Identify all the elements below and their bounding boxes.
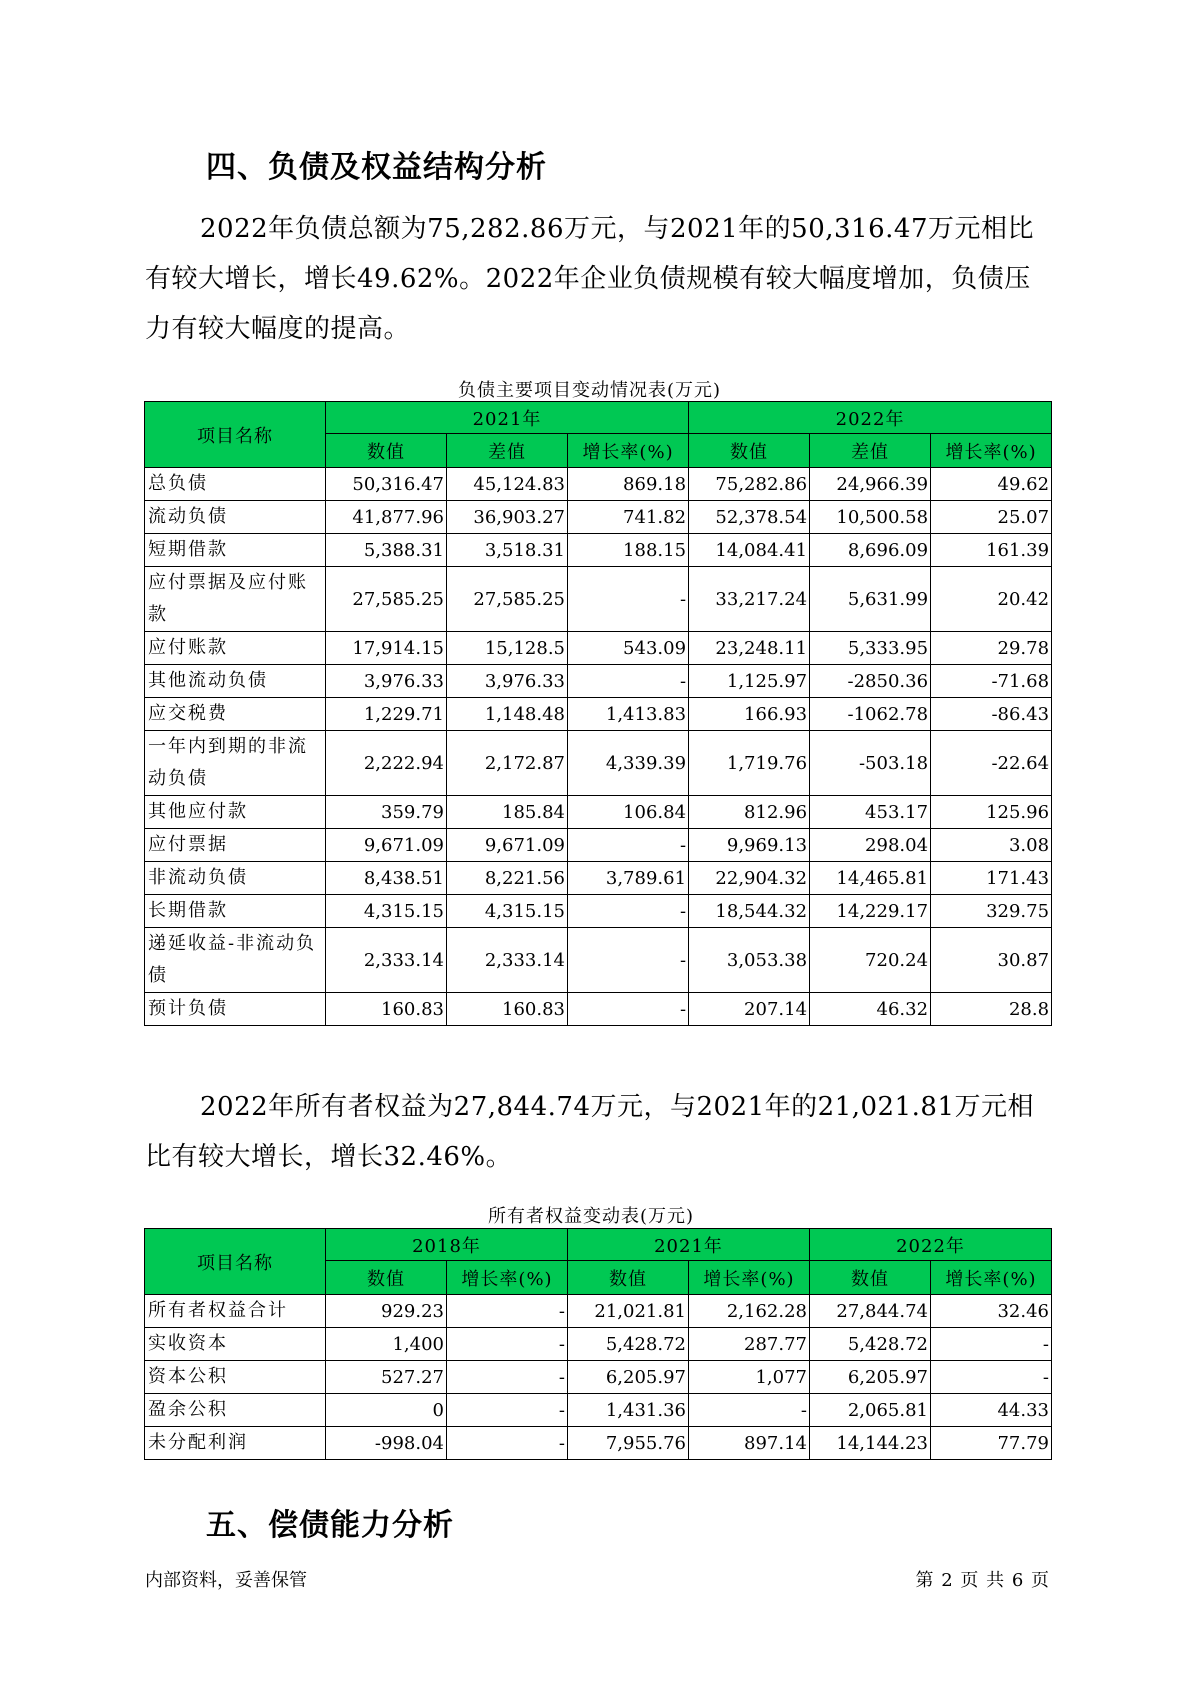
year-header-2022: 2022年 bbox=[810, 1229, 1052, 1261]
value-cell: 75,282.86 bbox=[689, 468, 810, 501]
value-cell: - bbox=[568, 928, 689, 993]
value-cell: - bbox=[931, 1361, 1052, 1394]
value-cell: 161.39 bbox=[931, 534, 1052, 567]
equity-paragraph: 2022年所有者权益为27,844.74万元，与2021年的21,021.81万元相比有较大增长，增长32.46%。 bbox=[145, 1092, 1034, 1172]
row-name-cell: 应付票据 bbox=[145, 829, 326, 862]
value-cell: 185.84 bbox=[447, 796, 568, 829]
year-header-2018: 2018年 bbox=[326, 1229, 568, 1261]
table-row bbox=[145, 632, 1052, 665]
value-cell: 14,465.81 bbox=[810, 862, 931, 895]
value-cell: 5,428.72 bbox=[810, 1328, 931, 1361]
value-cell: 160.83 bbox=[326, 993, 447, 1026]
value-cell: 27,585.25 bbox=[447, 567, 568, 632]
value-cell: 207.14 bbox=[689, 993, 810, 1026]
value-cell: 1,125.97 bbox=[689, 665, 810, 698]
value-cell: 2,065.81 bbox=[810, 1394, 931, 1427]
row-name-cell: 资本公积 bbox=[145, 1361, 326, 1394]
table-row bbox=[145, 665, 1052, 698]
value-cell: 1,719.76 bbox=[689, 731, 810, 796]
value-cell: 741.82 bbox=[568, 501, 689, 534]
value-cell: 4,315.15 bbox=[447, 895, 568, 928]
value-cell: 2,162.28 bbox=[689, 1295, 810, 1328]
value-cell: 49.62 bbox=[931, 468, 1052, 501]
value-column-header: 数值 bbox=[689, 434, 810, 468]
value-cell: 36,903.27 bbox=[447, 501, 568, 534]
table-row bbox=[145, 534, 1052, 567]
value-cell: 6,205.97 bbox=[810, 1361, 931, 1394]
value-cell: -22.64 bbox=[931, 731, 1052, 796]
value-cell: 9,969.13 bbox=[689, 829, 810, 862]
value-cell: 720.24 bbox=[810, 928, 931, 993]
row-name-cell: 一年内到期的非流动负债 bbox=[145, 731, 326, 796]
name-column-header: 项目名称 bbox=[145, 1229, 326, 1295]
value-cell: 17,914.15 bbox=[326, 632, 447, 665]
value-cell: 160.83 bbox=[447, 993, 568, 1026]
value-cell: 2,333.14 bbox=[326, 928, 447, 993]
table-row bbox=[145, 928, 1052, 993]
table-row bbox=[145, 468, 1052, 501]
liabilities-table bbox=[144, 401, 1052, 1026]
value-cell: 22,904.32 bbox=[689, 862, 810, 895]
year-header-2021: 2021年 bbox=[326, 402, 689, 434]
value-cell: 171.43 bbox=[931, 862, 1052, 895]
name-column-header: 项目名称 bbox=[145, 402, 326, 468]
value-cell: 3.08 bbox=[931, 829, 1052, 862]
value-cell: 14,229.17 bbox=[810, 895, 931, 928]
value-cell: - bbox=[568, 895, 689, 928]
table-row bbox=[145, 796, 1052, 829]
value-cell: 50,316.47 bbox=[326, 468, 447, 501]
value-column-header: 数值 bbox=[810, 1261, 931, 1295]
value-cell: 287.77 bbox=[689, 1328, 810, 1361]
table-row bbox=[145, 698, 1052, 731]
equity-table bbox=[144, 1228, 1052, 1460]
table-row bbox=[145, 731, 1052, 796]
growth-column-header: 增长率(%) bbox=[447, 1261, 568, 1295]
value-cell: 52,378.54 bbox=[689, 501, 810, 534]
value-cell: 46.32 bbox=[810, 993, 931, 1026]
value-cell: 4,339.39 bbox=[568, 731, 689, 796]
value-cell: 3,976.33 bbox=[326, 665, 447, 698]
value-cell: 5,388.31 bbox=[326, 534, 447, 567]
table-row bbox=[145, 1295, 1052, 1328]
value-cell: 869.18 bbox=[568, 468, 689, 501]
equity-table-caption: 所有者权益变动表(万元) bbox=[488, 1206, 695, 1227]
value-cell: 28.8 bbox=[931, 993, 1052, 1026]
row-name-cell: 盈余公积 bbox=[145, 1394, 326, 1427]
value-cell: 18,544.32 bbox=[689, 895, 810, 928]
growth-column-header: 增长率(%) bbox=[689, 1261, 810, 1295]
growth-column-header: 增长率(%) bbox=[931, 434, 1052, 468]
value-cell: - bbox=[447, 1361, 568, 1394]
value-cell: 812.96 bbox=[689, 796, 810, 829]
value-cell: 1,229.71 bbox=[326, 698, 447, 731]
value-cell: - bbox=[568, 993, 689, 1026]
table-row bbox=[145, 862, 1052, 895]
value-cell: 1,077 bbox=[689, 1361, 810, 1394]
table-row bbox=[145, 1394, 1052, 1427]
row-name-cell: 所有者权益合计 bbox=[145, 1295, 326, 1328]
value-column-header: 数值 bbox=[326, 434, 447, 468]
value-cell: 2,222.94 bbox=[326, 731, 447, 796]
footer-confidential-note: 内部资料，妥善保管 bbox=[145, 1570, 307, 1591]
table-row bbox=[145, 1328, 1052, 1361]
value-cell: 125.96 bbox=[931, 796, 1052, 829]
value-cell: 543.09 bbox=[568, 632, 689, 665]
footer-page-number: 第 2 页 共 6 页 bbox=[915, 1570, 1050, 1591]
value-cell: 24,966.39 bbox=[810, 468, 931, 501]
value-cell: 30.87 bbox=[931, 928, 1052, 993]
row-name-cell: 其他应付款 bbox=[145, 796, 326, 829]
value-cell: -1062.78 bbox=[810, 698, 931, 731]
value-cell: 25.07 bbox=[931, 501, 1052, 534]
row-name-cell: 预计负债 bbox=[145, 993, 326, 1026]
table-row bbox=[145, 1361, 1052, 1394]
value-cell: 3,053.38 bbox=[689, 928, 810, 993]
value-cell: - bbox=[447, 1295, 568, 1328]
value-cell: - bbox=[568, 567, 689, 632]
value-cell: 1,413.83 bbox=[568, 698, 689, 731]
value-cell: 1,400 bbox=[326, 1328, 447, 1361]
table-row bbox=[145, 567, 1052, 632]
value-cell: 897.14 bbox=[689, 1427, 810, 1460]
table-row bbox=[145, 895, 1052, 928]
value-cell: 14,084.41 bbox=[689, 534, 810, 567]
diff-column-header: 差值 bbox=[810, 434, 931, 468]
value-cell: - bbox=[931, 1328, 1052, 1361]
value-cell: 106.84 bbox=[568, 796, 689, 829]
value-cell: 45,124.83 bbox=[447, 468, 568, 501]
value-cell: 8,696.09 bbox=[810, 534, 931, 567]
value-cell: 3,789.61 bbox=[568, 862, 689, 895]
value-cell: -998.04 bbox=[326, 1427, 447, 1460]
value-cell: 929.23 bbox=[326, 1295, 447, 1328]
year-header-2022: 2022年 bbox=[689, 402, 1052, 434]
value-cell: - bbox=[447, 1328, 568, 1361]
value-cell: 20.42 bbox=[931, 567, 1052, 632]
value-cell: 44.33 bbox=[931, 1394, 1052, 1427]
row-name-cell: 短期借款 bbox=[145, 534, 326, 567]
value-cell: 2,172.87 bbox=[447, 731, 568, 796]
value-cell: -86.43 bbox=[931, 698, 1052, 731]
value-cell: 6,205.97 bbox=[568, 1361, 689, 1394]
value-cell: 5,333.95 bbox=[810, 632, 931, 665]
value-cell: 5,428.72 bbox=[568, 1328, 689, 1361]
value-cell: 453.17 bbox=[810, 796, 931, 829]
year-header-2021: 2021年 bbox=[568, 1229, 810, 1261]
section-heading-5: 五、偿债能力分析 bbox=[206, 1508, 454, 1543]
growth-column-header: 增长率(%) bbox=[931, 1261, 1052, 1295]
value-cell: 15,128.5 bbox=[447, 632, 568, 665]
value-cell: 10,500.58 bbox=[810, 501, 931, 534]
value-cell: 527.27 bbox=[326, 1361, 447, 1394]
value-column-header: 数值 bbox=[568, 1261, 689, 1295]
value-cell: 23,248.11 bbox=[689, 632, 810, 665]
row-name-cell: 其他流动负债 bbox=[145, 665, 326, 698]
row-name-cell: 未分配利润 bbox=[145, 1427, 326, 1460]
table-row bbox=[145, 993, 1052, 1026]
value-cell: - bbox=[447, 1394, 568, 1427]
value-cell: 3,976.33 bbox=[447, 665, 568, 698]
liabilities-paragraph: 2022年负债总额为75,282.86万元，与2021年的50,316.47万元相比有较大增长，增长49.62%。2022年企业负债规模有较大幅度增加，负债压力有较大幅度的提高。 bbox=[145, 214, 1034, 344]
table-row bbox=[145, 501, 1052, 534]
value-cell: 8,438.51 bbox=[326, 862, 447, 895]
row-name-cell: 实收资本 bbox=[145, 1328, 326, 1361]
value-cell: 27,844.74 bbox=[810, 1295, 931, 1328]
value-cell: 8,221.56 bbox=[447, 862, 568, 895]
value-cell: 77.79 bbox=[931, 1427, 1052, 1460]
value-cell: 27,585.25 bbox=[326, 567, 447, 632]
value-cell: 41,877.96 bbox=[326, 501, 447, 534]
value-cell: -503.18 bbox=[810, 731, 931, 796]
row-name-cell: 长期借款 bbox=[145, 895, 326, 928]
value-cell: 9,671.09 bbox=[447, 829, 568, 862]
value-cell: 29.78 bbox=[931, 632, 1052, 665]
liabilities-table-caption: 负债主要项目变动情况表(万元) bbox=[458, 380, 722, 401]
value-cell: 298.04 bbox=[810, 829, 931, 862]
value-cell: 32.46 bbox=[931, 1295, 1052, 1328]
value-cell: 359.79 bbox=[326, 796, 447, 829]
row-name-cell: 总负债 bbox=[145, 468, 326, 501]
section-heading-4: 四、负债及权益结构分析 bbox=[206, 150, 547, 185]
table-row bbox=[145, 1427, 1052, 1460]
row-name-cell: 应交税费 bbox=[145, 698, 326, 731]
value-cell: - bbox=[568, 829, 689, 862]
row-name-cell: 非流动负债 bbox=[145, 862, 326, 895]
value-cell: - bbox=[447, 1427, 568, 1460]
value-cell: 4,315.15 bbox=[326, 895, 447, 928]
row-name-cell: 流动负债 bbox=[145, 501, 326, 534]
row-name-cell: 递延收益-非流动负债 bbox=[145, 928, 326, 993]
value-cell: -2850.36 bbox=[810, 665, 931, 698]
value-cell: 166.93 bbox=[689, 698, 810, 731]
growth-column-header: 增长率(%) bbox=[568, 434, 689, 468]
value-cell: -71.68 bbox=[931, 665, 1052, 698]
value-cell: 329.75 bbox=[931, 895, 1052, 928]
value-cell: 33,217.24 bbox=[689, 567, 810, 632]
value-cell: - bbox=[568, 665, 689, 698]
value-cell: 0 bbox=[326, 1394, 447, 1427]
row-name-cell: 应付票据及应付账款 bbox=[145, 567, 326, 632]
value-cell: 7,955.76 bbox=[568, 1427, 689, 1460]
value-cell: 2,333.14 bbox=[447, 928, 568, 993]
value-cell: 1,431.36 bbox=[568, 1394, 689, 1427]
value-cell: 188.15 bbox=[568, 534, 689, 567]
value-cell: - bbox=[689, 1394, 810, 1427]
diff-column-header: 差值 bbox=[447, 434, 568, 468]
row-name-cell: 应付账款 bbox=[145, 632, 326, 665]
value-cell: 14,144.23 bbox=[810, 1427, 931, 1460]
value-cell: 9,671.09 bbox=[326, 829, 447, 862]
table-row bbox=[145, 829, 1052, 862]
value-cell: 1,148.48 bbox=[447, 698, 568, 731]
value-column-header: 数值 bbox=[326, 1261, 447, 1295]
value-cell: 21,021.81 bbox=[568, 1295, 689, 1328]
value-cell: 3,518.31 bbox=[447, 534, 568, 567]
value-cell: 5,631.99 bbox=[810, 567, 931, 632]
